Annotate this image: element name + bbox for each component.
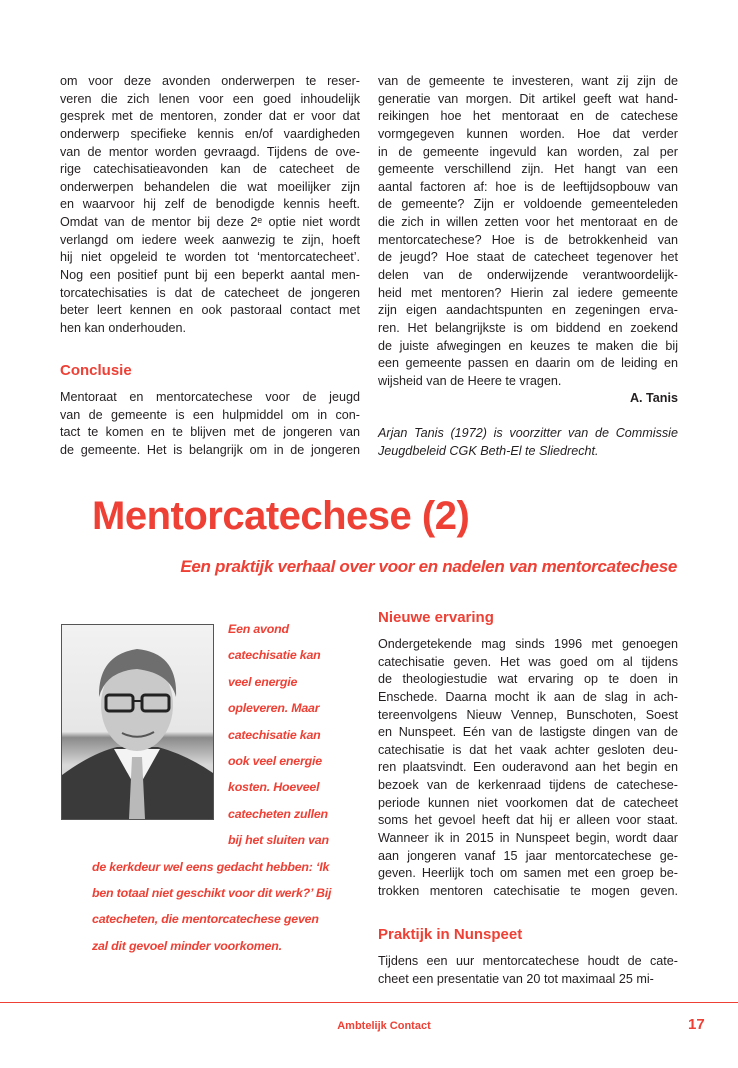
page-number: 17 xyxy=(688,1016,705,1033)
text-line: de juiste afwegingen en keuzes te maken die bij xyxy=(378,338,678,353)
text-line: trokken mentoren catechisatie te mogen geven. xyxy=(378,883,678,898)
text-line: catechisatie is dat het vaak achter gesloten deu- xyxy=(378,742,678,757)
text-line: de gemeente. Het is belangrijk om in de jongeren xyxy=(60,442,360,457)
quote-line: ook veel energie xyxy=(228,754,322,768)
text-line: rige catechisatieavonden kan de catecheet de xyxy=(60,162,360,177)
text-line: verlangd om iedere week aanwezig te zijn, hoeft xyxy=(60,232,360,247)
conclusion-paragraph xyxy=(60,389,360,460)
text-line: Arjan Tanis (1972) is voorzitter van de Commissie xyxy=(378,426,678,440)
footer-magazine-name: Ambtelijk Contact xyxy=(337,1020,431,1032)
text-line: Nog een positief punt bij een beperkt aantal men- xyxy=(60,268,360,283)
text-line: vormgegeven kunnen worden. Hoe dat verder xyxy=(378,126,678,141)
text-line: soms het gevoel heeft dat hij er alleen voor staat. xyxy=(378,813,678,828)
text-line: tereenvolgens Nieuw Vennep, Bunschoten, Soest xyxy=(378,707,678,722)
quote-line: kosten. Hoeveel xyxy=(228,780,320,795)
author-bio xyxy=(378,425,678,460)
text-line: van de gemeente te investeren, want zij zijn de xyxy=(378,74,678,88)
text-line: in de gemeente ingevuld kan worden, zal per xyxy=(378,144,678,159)
quote-line: catechisatie kan xyxy=(228,648,321,663)
text-line: periode kunnen niet voorkomen dat de catecheet xyxy=(378,795,678,810)
text-line: ren. Het belangrijkste is om biddend en zoekend xyxy=(378,320,678,335)
text-line: de gemeente? Zijn er voldoende gemeenteleden xyxy=(378,197,678,212)
text-line: delen van de onderwijzende verantwoordelijk- xyxy=(378,268,678,283)
text-line: hen kan onderhouden. xyxy=(60,320,187,335)
text-line: gemeente verschillend zijn. Het hangt van een xyxy=(378,162,678,177)
section-heading-nieuwe-ervaring: Nieuwe ervaring xyxy=(378,609,494,626)
author-signature: A. Tanis xyxy=(629,391,678,405)
quote-line: opleveren. Maar xyxy=(228,701,320,716)
quote-line: catecheten zullen xyxy=(228,806,328,821)
text-line: zijn eigen aandachtspunten en zegeningen erva- xyxy=(378,303,678,318)
text-line: aantal factoren af: hoe is de leeftijdsopbouw van xyxy=(378,179,678,194)
text-line: geven. Heerlijk toch om samen met een groep be- xyxy=(378,866,678,881)
text-line: mentorcatechese? Hoe is de betrokkenheid van xyxy=(378,232,678,247)
quote-line: ben totaal niet geschikt voor dit werk?’ Bij xyxy=(92,886,332,900)
text-line: Omdat van de mentor bij deze 2ᵉ optie niet wordt xyxy=(60,215,360,230)
quote-line: catecheten, die mentorcatechese geven xyxy=(92,912,319,927)
article-title: Mentorcatechese (2) xyxy=(92,494,470,538)
text-line: wijsheid van de Heere te vragen. xyxy=(378,373,562,388)
text-line: Jeugdbeleid CGK Beth-El te Sliedrecht. xyxy=(378,443,599,458)
quote-line: catechisatie kan xyxy=(228,727,321,742)
quote-line: veel energie xyxy=(228,674,298,689)
text-line: om voor deze avonden onderwerpen te reser- xyxy=(60,74,360,88)
text-line: van de gemeente is een hulpmiddel om in con- xyxy=(60,407,360,422)
author-photo xyxy=(61,624,214,820)
text-line: aan jongeren vanaf 15 jaar mentorcatechese ge- xyxy=(378,848,678,863)
text-line: generatie van morgen. Dit artikel geeft wat hand- xyxy=(378,91,678,106)
footer-divider xyxy=(0,1002,738,1003)
text-line: Mentoraat en mentorcatechese voor de jeugd xyxy=(60,390,360,404)
text-line: gesprek met de mentoren, zonder dat er voor dat xyxy=(60,109,360,124)
quote-line: bij het sluiten van xyxy=(228,833,329,848)
conclusion-heading: Conclusie xyxy=(60,362,132,379)
text-line: een gemeente passen en daarin om de leiding en xyxy=(378,356,678,371)
text-line: Tijdens een uur mentorcatechese houdt de cate- xyxy=(378,954,678,968)
text-line: Wanneer ik in 2015 in Nunspeet begin, wordt daar xyxy=(378,831,678,846)
text-line: onderwerpen behandelen die wat moeilijker zijn xyxy=(60,179,360,194)
text-line: torcatechisaties is dat de catecheet de jongeren xyxy=(60,285,360,300)
text-line: ren plaatsvindt. Een ouderavond aan het begin en xyxy=(378,760,678,775)
text-line: cheet een presentatie van 20 tot maximaal 25 mi- xyxy=(378,971,654,986)
text-line: catechisatie geven. Het was goed om al tijdens xyxy=(378,654,678,669)
text-line: en Nunspeet. Eén van de lastigste dingen van de xyxy=(378,725,678,740)
text-line: beter leert kennen en ook pastoraal contact met xyxy=(60,303,360,318)
quote-line: zal dit gevoel minder voorkomen. xyxy=(92,938,282,953)
article-subtitle: Een praktijk verhaal over voor en nadelen van mentorcatechese xyxy=(180,557,677,576)
text-line: en waarvoor hij zelf de benodigde kennis heeft. xyxy=(60,197,360,212)
text-line: reikingen hoe het mentoraat en de catechese xyxy=(378,109,678,124)
text-line: van de mentor worden gevraagd. Tijdens de ove- xyxy=(60,144,360,159)
right-column-paragraph xyxy=(378,73,678,391)
section-heading-praktijk-in-nunspeet: Praktijk in Nunspeet xyxy=(378,926,523,943)
left-column-intro xyxy=(60,73,360,338)
quote-line: de kerkdeur wel eens gedacht hebben: ‘Ik xyxy=(92,859,330,874)
text-line: die zich in willen zetten voor het mentoraat en de xyxy=(378,215,678,230)
text-line: de theologiestudie wat ervaring op te doen in xyxy=(378,672,678,687)
text-line: de jeugd? Hoe staat de catecheet tegenover het xyxy=(378,250,678,265)
text-line: veren die zich lenen voor een goed inhoudelijk xyxy=(60,91,360,106)
section-praktijk-paragraph xyxy=(378,953,678,988)
quote-line: Een avond xyxy=(228,622,289,636)
text-line: bezoek van de kerkenraad tijdens de catechese- xyxy=(378,778,678,793)
text-line: Ondergetekende mag sinds 1996 met genoegen xyxy=(378,637,678,651)
section-nieuwe-ervaring-paragraph xyxy=(378,636,678,901)
text-line: onderwerp specifieke kennis en/of vaardigheden xyxy=(60,126,360,141)
text-line: tact te komen en te blijven met de jongeren van xyxy=(60,425,360,440)
text-line: hij niet opgeleid te worden tot ‘mentorcatecheet’. xyxy=(60,250,360,265)
text-line: Enschede. Daarna mocht ik aan de slag in ach- xyxy=(378,689,678,704)
text-line: heid met mentoren? Hierin zal iedere gemeente xyxy=(378,285,678,300)
